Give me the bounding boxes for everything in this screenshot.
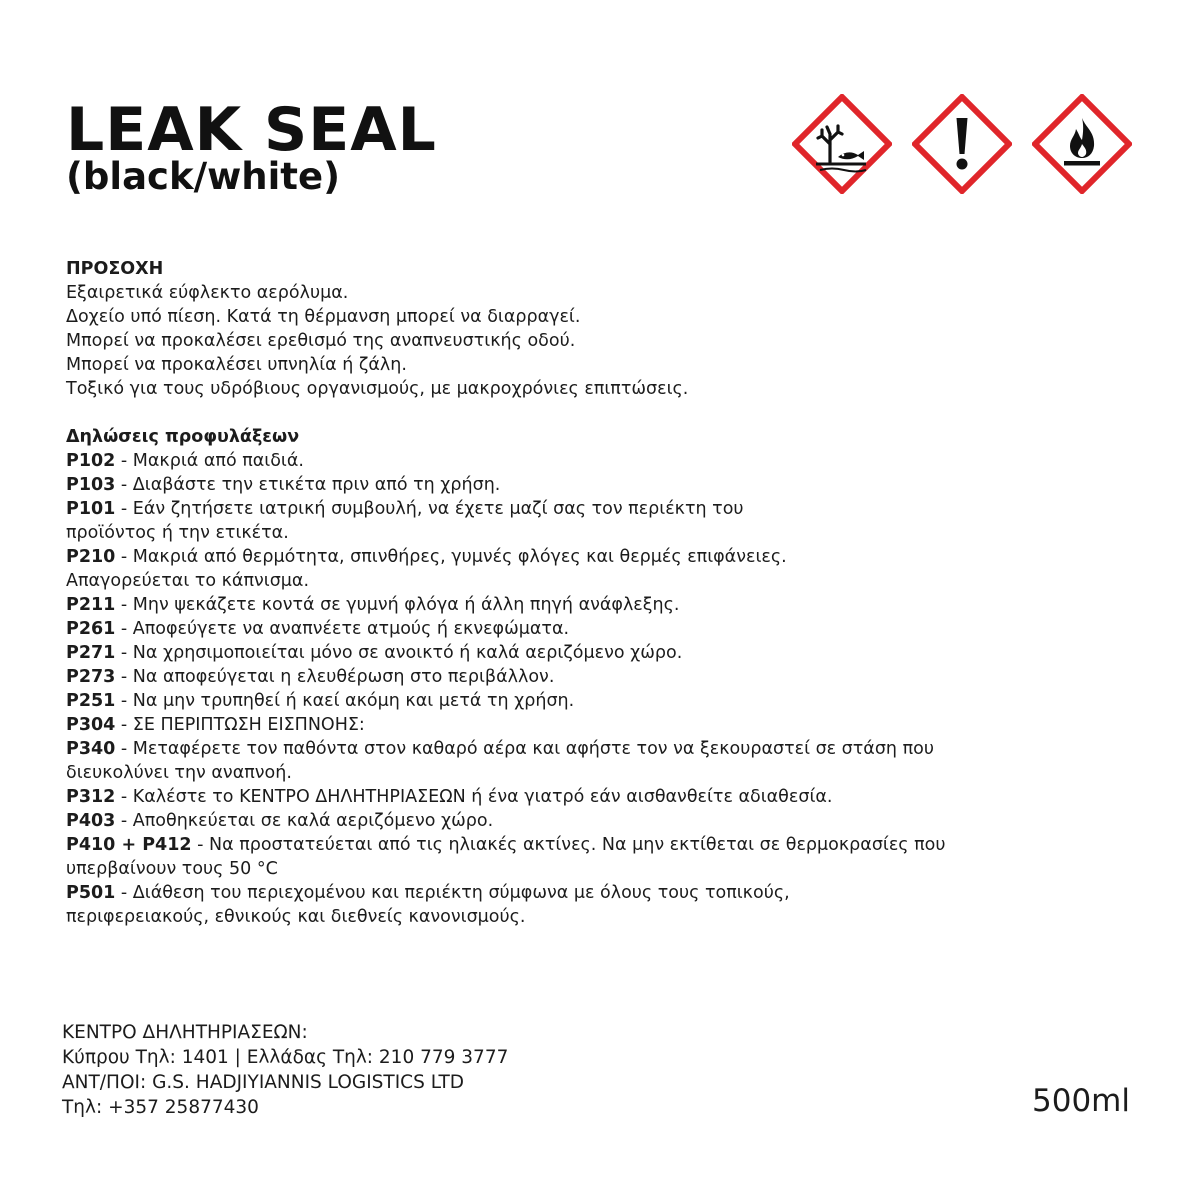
precaution-line <box>66 713 966 737</box>
precaution-heading: Δηλώσεις προφυλάξεων <box>66 427 300 447</box>
hazard-line: Μπορεί να προκαλέσει υπνηλία ή ζάλη. <box>66 355 407 375</box>
precaution-text: - Να χρησιμοποιείται μόνο σε ανοικτό ή καλά αεριζόμενο χώρο. <box>115 643 683 663</box>
precaution-text: - ΣΕ ΠΕΡΙΠΤΩΣΗ ΕΙΣΠΝΟΗΣ: <box>115 715 365 735</box>
hazard-line: Μπορεί να προκαλέσει ερεθισμό της αναπνευστικής οδού. <box>66 331 576 351</box>
precaution-text: - Καλέστε το ΚΕΝΤΡΟ ΔΗΛΗΤΗΡΙΑΣΕΩΝ ή ένα γιατρό εάν αισθανθείτε αδιαθεσία. <box>115 787 833 807</box>
precaution-line <box>66 449 966 473</box>
product-subtitle: (black/white) <box>66 155 340 198</box>
hazard-line: Δοχείο υπό πίεση. Κατά τη θέρμανση μπορεί να διαρραγεί. <box>66 307 581 327</box>
precaution-line <box>66 521 966 545</box>
precaution-code: P103 <box>66 475 116 495</box>
precaution-text: προϊόντος ή την ετικέτα. <box>66 523 289 543</box>
precautionary-statements <box>66 425 966 929</box>
volume-label: 500ml <box>1032 1083 1130 1119</box>
precaution-code: P261 <box>66 619 116 639</box>
precaution-code: P251 <box>66 691 116 711</box>
precaution-text: Απαγορεύεται το κάπνισμα. <box>66 571 310 591</box>
precaution-code: P271 <box>66 643 116 663</box>
precaution-text: - Διαβάστε την ετικέτα πριν από τη χρήση. <box>115 475 501 495</box>
precaution-line <box>66 569 966 593</box>
precaution-line <box>66 905 966 929</box>
precaution-code: P210 <box>66 547 116 567</box>
precaution-text: - Μακριά από θερμότητα, σπινθήρες, γυμνές φλόγες και θερμές επιφάνειες. <box>115 547 787 567</box>
product-title: LEAK SEAL <box>66 95 437 165</box>
precaution-line <box>66 497 966 521</box>
hazard-statements <box>66 257 966 401</box>
precaution-text: - Μεταφέρετε τον παθόντα στον καθαρό αέρα και αφήστε τον να ξεκουραστεί σε στάση που <box>115 739 934 759</box>
precaution-code: P501 <box>66 883 116 903</box>
precaution-text: περιφερειακούς, εθνικούς και διεθνείς κανονισμούς. <box>66 907 526 927</box>
precaution-text: - Διάθεση του περιεχομένου και περιέκτη σύμφωνα με όλους τους τοπικούς, <box>115 883 790 903</box>
precaution-text: - Μακριά από παιδιά. <box>115 451 304 471</box>
precaution-text: - Να προστατεύεται από τις ηλιακές ακτίνες. Να μην εκτίθεται σε θερμοκρασίες που <box>191 835 946 855</box>
precaution-code: P304 <box>66 715 116 735</box>
precaution-line <box>66 689 966 713</box>
precaution-text: - Μην ψεκάζετε κοντά σε γυμνή φλόγα ή άλλη πηγή ανάφλεξης. <box>115 595 680 615</box>
contact-line: Τηλ: +357 25877430 <box>62 1097 259 1118</box>
precaution-line <box>66 665 966 689</box>
precaution-code: P101 <box>66 499 116 519</box>
precaution-line <box>66 809 966 833</box>
environment-hazard-icon <box>792 94 892 194</box>
precaution-code: P403 <box>66 811 116 831</box>
precaution-line <box>66 593 966 617</box>
precaution-text: διευκολύνει την αναπνοή. <box>66 763 292 783</box>
poison-center-contact <box>62 1020 508 1120</box>
precaution-text: - Αποθηκεύεται σε καλά αεριζόμενο χώρο. <box>115 811 494 831</box>
precaution-line <box>66 617 966 641</box>
precaution-line <box>66 785 966 809</box>
precaution-line <box>66 881 966 905</box>
precaution-line <box>66 857 966 881</box>
precaution-text: - Αποφεύγετε να αναπνέετε ατμούς ή εκνεφώματα. <box>115 619 570 639</box>
contact-line: ΚΕΝΤΡΟ ΔΗΛΗΤΗΡΙΑΣΕΩΝ: <box>62 1022 308 1043</box>
contact-line: ΑΝΤ/ΠΟΙ: G.S. HADJIYIANNIS LOGISTICS LTD <box>62 1072 465 1093</box>
contact-line: Κύπρου Τηλ: 1401 | Ελλάδας Τηλ: 210 779 3777 <box>62 1047 509 1068</box>
precaution-code: P312 <box>66 787 116 807</box>
precaution-code: P102 <box>66 451 116 471</box>
hazard-heading: ΠΡΟΣΟΧΗ <box>66 259 164 279</box>
precaution-code: P410 + P412 <box>66 835 192 855</box>
exclamation-mark-icon <box>912 94 1012 194</box>
precaution-text: - Να αποφεύγεται η ελευθέρωση στο περιβάλλον. <box>115 667 555 687</box>
precaution-text: - Εάν ζητήσετε ιατρική συμβουλή, να έχετε μαζί σας τον περιέκτη του <box>115 499 744 519</box>
flame-icon <box>1032 94 1132 194</box>
precaution-line <box>66 833 966 857</box>
precaution-line <box>66 641 966 665</box>
precaution-text: υπερβαίνουν τους 50 °C <box>66 859 278 879</box>
ghs-pictograms <box>792 94 1132 194</box>
hazard-line: Εξαιρετικά εύφλεκτο αερόλυμα. <box>66 283 349 303</box>
precaution-code: P340 <box>66 739 116 759</box>
hazard-line: Τοξικό για τους υδρόβιους οργανισμούς, με μακροχρόνιες επιπτώσεις. <box>66 379 689 399</box>
precaution-code: P273 <box>66 667 116 687</box>
precaution-line <box>66 473 966 497</box>
precaution-line <box>66 761 966 785</box>
precaution-code: P211 <box>66 595 116 615</box>
precaution-line <box>66 737 966 761</box>
precaution-line <box>66 545 966 569</box>
precaution-text: - Να μην τρυπηθεί ή καεί ακόμη και μετά τη χρήση. <box>115 691 575 711</box>
